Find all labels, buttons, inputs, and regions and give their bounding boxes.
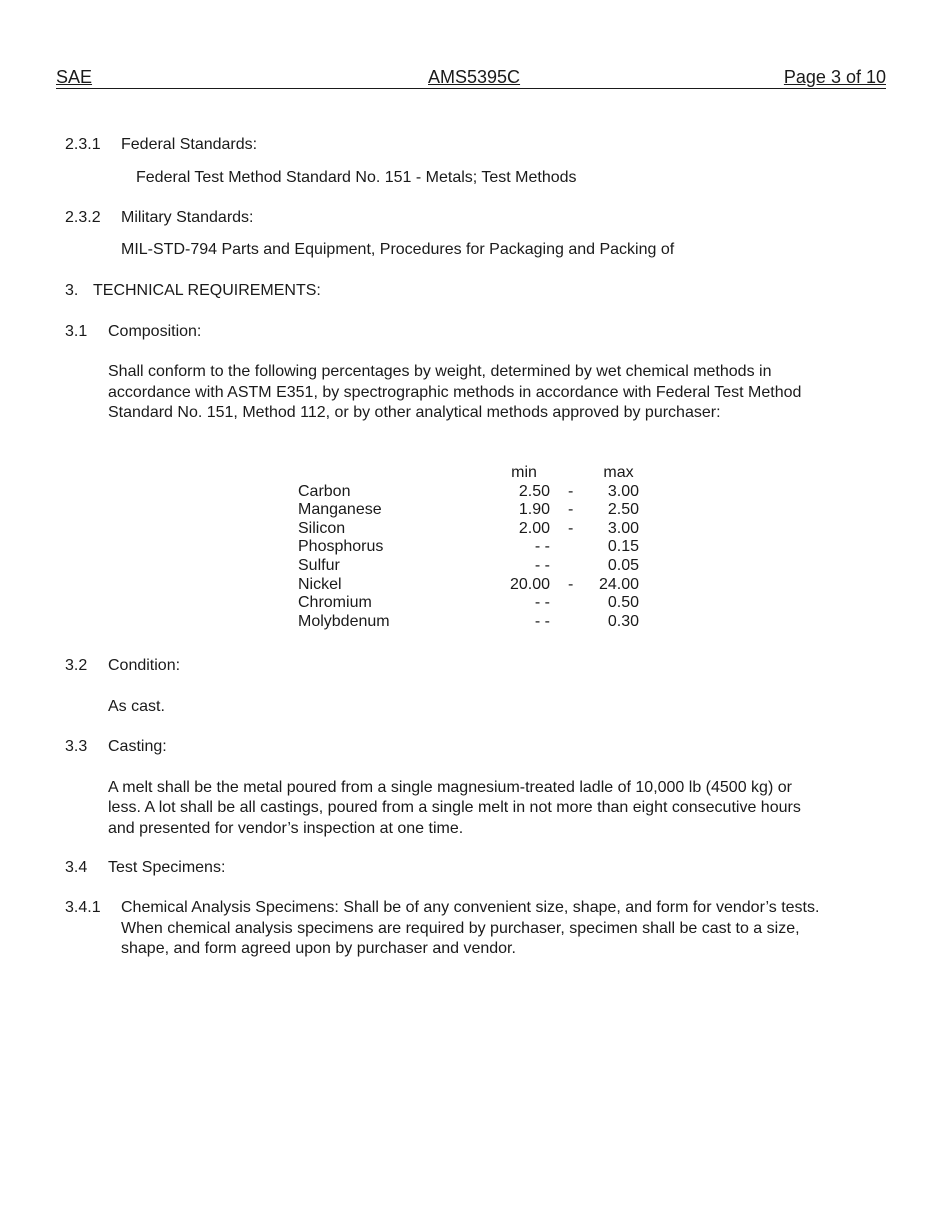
element-name: Silicon <box>298 519 346 537</box>
section-3-2-number: 3.2 <box>65 657 88 674</box>
header-page-number: Page 3 of 10 <box>783 67 886 87</box>
element-name: Carbon <box>298 482 351 500</box>
section-3-2-body: As cast. <box>108 698 165 715</box>
element-min: 2.00 <box>518 519 550 537</box>
section-3-1-number: 3.1 <box>65 323 88 340</box>
header-org: SAE <box>56 67 93 87</box>
element-name: Phosphorus <box>298 538 384 556</box>
page-header <box>56 67 886 89</box>
element-min: 1.90 <box>518 501 550 519</box>
section-2-3-1-item: Federal Test Method Standard No. 151 - Metals; Test Methods <box>136 169 577 186</box>
element-name: Manganese <box>298 501 382 519</box>
header-doc-number: AMS5395C <box>428 67 521 87</box>
element-max: 0.15 <box>607 538 639 556</box>
element-min: 20.00 <box>509 575 550 593</box>
element-name: Molybdenum <box>298 612 390 630</box>
section-2-3-1-number: 2.3.1 <box>65 136 101 153</box>
element-min: - - <box>534 594 550 612</box>
section-3-3-title: Casting: <box>108 738 167 755</box>
element-max: 3.00 <box>607 482 639 500</box>
element-max: 2.50 <box>607 501 639 519</box>
section-3-1-line-3: Standard No. 151, Method 112, or by other analytical methods approved by purchaser: <box>108 404 721 421</box>
section-3-4-1-number: 3.4.1 <box>65 899 101 916</box>
section-2-3-2-number: 2.3.2 <box>65 209 101 226</box>
section-3-3-number: 3.3 <box>65 738 88 755</box>
section-3-3-line-2: less. A lot shall be all castings, poured from a single melt in not more than eight consecutive hours <box>108 799 801 816</box>
section-3-4-1-line-2: When chemical analysis specimens are required by purchaser, specimen shall be cast to a size, <box>121 920 800 937</box>
section-3-2-title: Condition: <box>108 657 181 674</box>
min-column-header: min <box>511 464 537 481</box>
element-name: Sulfur <box>298 556 340 574</box>
element-max: 24.00 <box>598 575 639 593</box>
section-3-4-1-line-3: shape, and form agreed upon by purchaser and vendor. <box>121 940 516 957</box>
section-2-3-2-title: Military Standards: <box>121 209 254 226</box>
element-min: - - <box>534 538 550 556</box>
element-max: 3.00 <box>607 519 639 537</box>
element-min: - - <box>534 612 550 630</box>
section-3-1-line-1: Shall conform to the following percentages by weight, determined by wet chemical methods in <box>108 363 772 380</box>
element-max: 0.50 <box>607 594 639 612</box>
section-3-number: 3. <box>65 282 79 299</box>
section-3-4-title: Test Specimens: <box>108 859 226 876</box>
range-separator: - <box>568 575 574 593</box>
section-2-3-2-item: MIL-STD-794 Parts and Equipment, Procedures for Packaging and Packing of <box>121 241 675 258</box>
max-column-header: max <box>603 464 634 481</box>
element-name: Chromium <box>298 594 372 612</box>
range-separator: - <box>568 501 574 519</box>
element-min: 2.50 <box>518 482 550 500</box>
section-2-3-1-title: Federal Standards: <box>121 136 258 153</box>
element-max: 0.05 <box>607 556 639 574</box>
element-name: Nickel <box>298 575 342 593</box>
section-3-1-title: Composition: <box>108 323 202 340</box>
section-3-title: TECHNICAL REQUIREMENTS: <box>93 282 321 299</box>
section-3-3-line-1: A melt shall be the metal poured from a single magnesium-treated ladle of 10,000 lb (4500 kg) or <box>108 779 792 796</box>
range-separator: - <box>568 482 574 500</box>
section-3-4-1-line-1: Chemical Analysis Specimens: Shall be of any convenient size, shape, and form for vendor’s tests. <box>121 899 820 916</box>
element-min: - - <box>534 556 550 574</box>
section-3-3-line-3: and presented for vendor’s inspection at one time. <box>108 820 464 837</box>
section-3-4-number: 3.4 <box>65 859 88 876</box>
section-3-1-line-2: accordance with ASTM E351, by spectrographic methods in accordance with Federal Test Method <box>108 384 802 401</box>
element-max: 0.30 <box>607 612 639 630</box>
range-separator: - <box>568 519 574 537</box>
